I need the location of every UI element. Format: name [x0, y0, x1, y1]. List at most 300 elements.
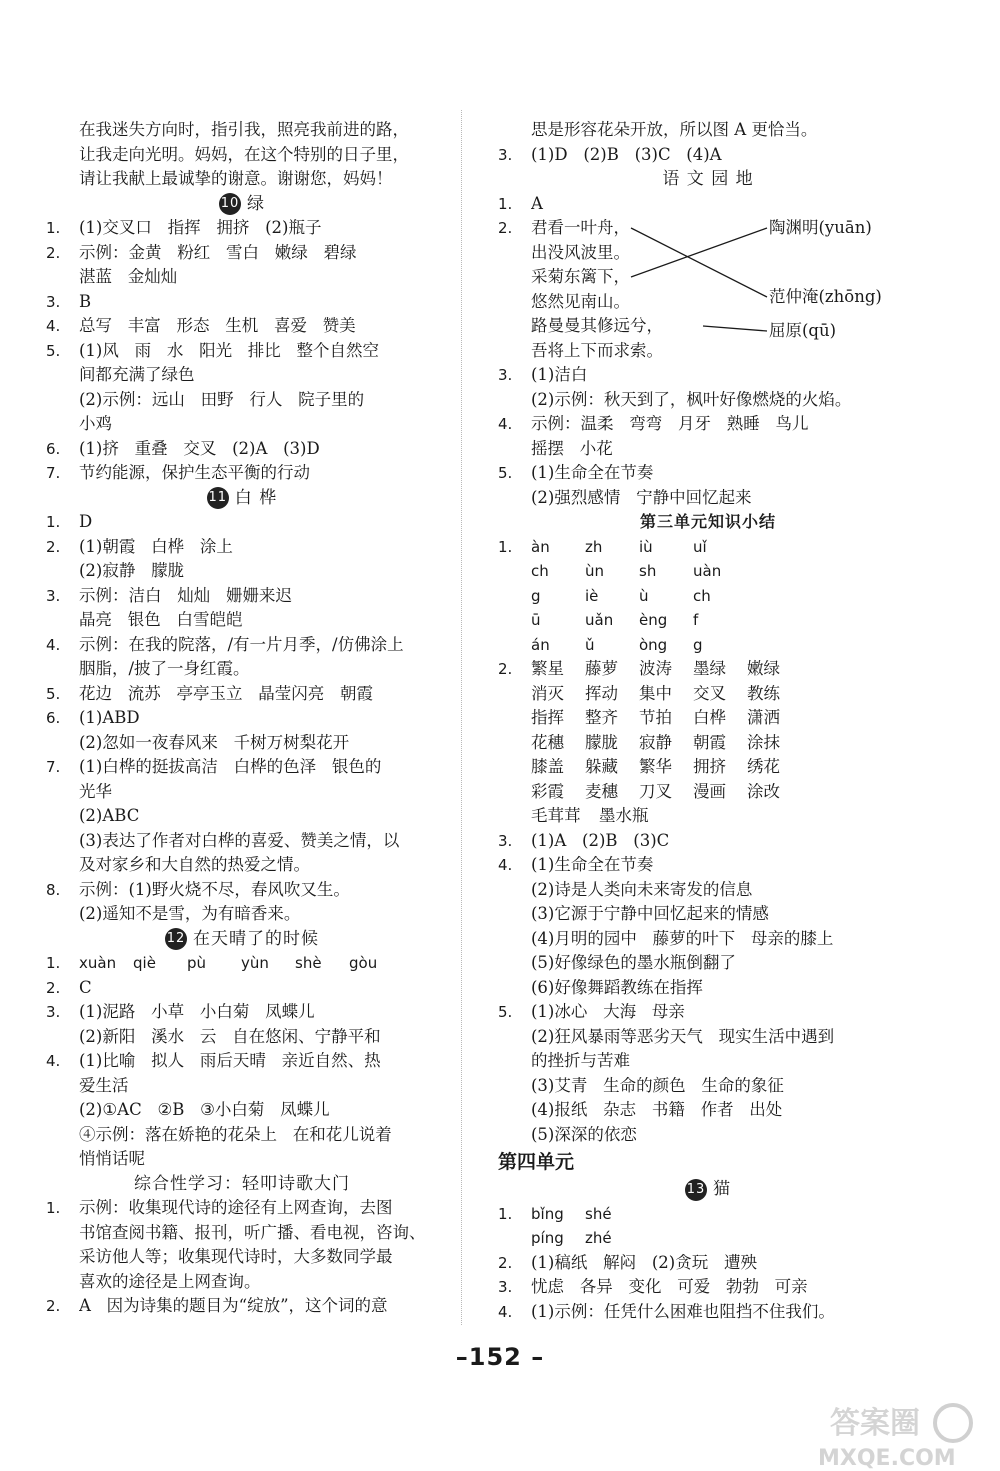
- answer-row: [498, 1123, 918, 1148]
- question-number: [498, 559, 531, 584]
- question-number: [46, 1074, 79, 1099]
- question-number: 7.: [46, 464, 61, 482]
- poem-line: 采菊东篱下，: [531, 267, 630, 286]
- answer-text: 总写 丰富 形态 生机 喜爱 赞美: [79, 316, 356, 335]
- answer-text: A 因为诗集的题目为“绽放”，这个词的意: [79, 1296, 388, 1315]
- poet-name: 屈原(qū): [769, 321, 837, 340]
- answer-row: [498, 927, 918, 952]
- answer-row: [46, 853, 438, 878]
- answer-row: [498, 829, 918, 854]
- question-number: [46, 1245, 79, 1270]
- pinyin-answer-row: [498, 1202, 918, 1227]
- question-number: [46, 853, 79, 878]
- answer-text: (4)月明的园中 藤萝的叶下 母亲的膝上: [531, 928, 834, 948]
- question-number: 1.: [46, 219, 61, 237]
- answer-row: [46, 461, 438, 486]
- answer-text: (4)报纸 杂志 书籍 作者 出处: [531, 1100, 783, 1119]
- question-number: [46, 731, 79, 756]
- question-number: [498, 633, 531, 658]
- answer-row: [46, 437, 438, 462]
- question-number: [46, 608, 79, 633]
- question-number: 4.: [498, 856, 513, 874]
- answer-text: (3)艾青 生命的颜色 生命的象征: [531, 1075, 784, 1095]
- pinyin-answer-row: [498, 584, 918, 609]
- answer-text: (5)好像绿色的墨水瓶倒翻了: [531, 953, 736, 972]
- question-number: 4.: [46, 317, 61, 335]
- pinyin-cell: zhé: [585, 1229, 612, 1247]
- word-cell: 膝盖: [531, 757, 564, 776]
- answer-text: 花边 流苏 亭亭玉立 晶莹闪亮 朝霞: [79, 683, 373, 703]
- pinyin-answer-row: [498, 608, 918, 633]
- word-cell: 涂抹: [747, 732, 780, 752]
- question-number: [498, 437, 531, 462]
- answer-row: [46, 559, 438, 584]
- answer-row: [498, 486, 918, 511]
- pinyin-cell: qiè: [133, 954, 156, 972]
- word-cell: 潇洒: [747, 708, 780, 727]
- pinyin-cell: f: [693, 611, 699, 629]
- question-number: 6.: [46, 709, 61, 727]
- question-number: [46, 780, 79, 805]
- question-number: 8.: [46, 880, 61, 899]
- word-row: [498, 780, 918, 805]
- answer-text: 忧虑 各异 变化 可爱 勃勃 可亲: [531, 1277, 808, 1296]
- answer-row: [498, 143, 918, 168]
- answer-text: (2)忽如一夜春风来 千树万树梨花开: [79, 732, 350, 752]
- answer-row: [46, 1245, 438, 1270]
- column-divider: [461, 110, 462, 1325]
- answer-text: 喜欢的途径是上网查询。: [79, 1271, 261, 1291]
- word-cell: 指挥: [531, 708, 564, 727]
- question-number: 5.: [46, 684, 61, 703]
- answer-text: (5)深深的依恋: [531, 1124, 637, 1144]
- question-number: [498, 804, 531, 829]
- question-number: [498, 682, 531, 707]
- question-number: [498, 927, 531, 952]
- question-number: [46, 902, 79, 927]
- intro-line: [46, 167, 438, 192]
- answer-row: [46, 804, 438, 829]
- answer-text: (2)ABC: [79, 806, 140, 825]
- matching-line: [631, 228, 767, 277]
- lesson-12-heading: [46, 927, 438, 952]
- question-number: 3.: [46, 1003, 61, 1021]
- question-number: [498, 608, 531, 633]
- question-number: [498, 976, 531, 1001]
- question-number: [46, 363, 79, 388]
- question-number: [46, 1147, 79, 1172]
- pinyin-cell: ù: [639, 586, 649, 605]
- answer-row: [498, 1000, 918, 1025]
- answer-text: 摇摆 小花: [531, 438, 613, 458]
- answer-row: [46, 363, 438, 388]
- answer-row: [46, 657, 438, 682]
- pinyin-cell: píng: [531, 1229, 564, 1247]
- lesson-number-badge: 10: [219, 193, 241, 215]
- question-number: 5.: [498, 464, 513, 482]
- question-number: [498, 486, 531, 511]
- answer-row: [46, 290, 438, 315]
- question-number: [498, 1123, 531, 1148]
- poem-line: 君看一叶舟，: [531, 218, 630, 237]
- answer-row: [46, 265, 438, 290]
- word-row: [498, 755, 918, 780]
- question-number: [498, 1226, 531, 1251]
- answer-text: (3)它源于宁静中回忆起来的情感: [531, 904, 769, 923]
- answer-row: [498, 412, 918, 437]
- poem-line: 吾将上下而求索。: [531, 340, 663, 360]
- answer-text: 光华: [79, 781, 112, 801]
- answer-row: [498, 976, 918, 1001]
- question-number: [498, 731, 531, 756]
- question-number: 2.: [498, 660, 513, 678]
- question-number: 3.: [498, 831, 513, 850]
- question-number: 3.: [46, 586, 61, 605]
- word-cell: 藤萝: [585, 659, 618, 678]
- pinyin-cell: sh: [639, 562, 657, 580]
- word-cell: 绣花: [747, 757, 780, 776]
- answer-text: (1)A (2)B (3)C: [531, 830, 670, 850]
- answer-text: 示例：收集现代诗的途径有上网查询，去图: [79, 1198, 393, 1217]
- watermark-circle-icon: [935, 1405, 971, 1441]
- pinyin-cell: g: [531, 586, 541, 605]
- word-cell: 集中: [639, 683, 672, 703]
- matching-area: [531, 216, 918, 363]
- word-row: [498, 657, 918, 682]
- word-cell: 繁华: [639, 757, 672, 776]
- answer-row: [498, 118, 918, 143]
- answer-text: A: [531, 193, 543, 213]
- lesson-title: 语 文 园 地: [662, 169, 754, 189]
- answer-row: [498, 192, 918, 217]
- pinyin-cell: g: [693, 635, 703, 654]
- question-number: [46, 265, 79, 290]
- answer-text: (2)示例：秋天到了，枫叶好像燃烧的火焰。: [531, 389, 852, 409]
- answer-text: (1)泥路 小草 小白菊 凤蝶儿: [79, 1002, 315, 1021]
- lesson-number-badge: 11: [207, 487, 229, 509]
- watermark-logo: [790, 1395, 1000, 1471]
- question-number: [46, 559, 79, 584]
- answer-text: (2)狂风暴雨等恶劣天气 现实生活中遇到: [531, 1026, 835, 1046]
- answer-row: [46, 902, 438, 927]
- answer-text: (1)冰心 大海 母亲: [531, 1002, 685, 1021]
- poem-matching-question: [498, 216, 918, 363]
- answer-text: (1)生命全在节奏: [531, 855, 654, 874]
- question-number: [46, 1221, 79, 1246]
- answer-text: 悄悄话呢: [79, 1149, 145, 1168]
- question-number: 5.: [46, 341, 61, 360]
- answer-text: (1)示例：任凭什么困难也阻挡不住我们。: [531, 1301, 835, 1321]
- question-number: 2.: [46, 243, 61, 262]
- answer-text: (1)洁白: [531, 365, 588, 384]
- answer-row: [498, 878, 918, 903]
- answer-row: [498, 1025, 918, 1050]
- pinyin-cell: yùn: [241, 954, 269, 972]
- answer-text: (1)挤 重叠 交叉 (2)A (3)D: [79, 438, 320, 458]
- pinyin-cell: zh: [585, 537, 603, 556]
- answer-text: (1)白桦的挺拔高洁 白桦的色泽 银色的: [79, 757, 382, 776]
- word-cell: 节拍: [639, 708, 672, 727]
- answer-text: (1)交叉口 指挥 拥挤 (2)瓶子: [79, 218, 322, 237]
- answer-row: [46, 412, 438, 437]
- answer-row: [46, 731, 438, 756]
- question-number: 2.: [498, 1253, 513, 1272]
- question-number: 1.: [46, 954, 61, 972]
- lesson-title: 白 桦: [234, 487, 278, 508]
- word-cell: 涂改: [747, 781, 780, 801]
- answer-row: [46, 535, 438, 560]
- poet-name: 陶渊明(yuān): [769, 218, 872, 237]
- word-cell: 繁星: [531, 659, 564, 678]
- question-number: 2.: [498, 219, 513, 237]
- answer-text: D: [79, 512, 93, 531]
- answer-row: [46, 241, 438, 266]
- word-cell: 毛茸茸: [531, 806, 581, 825]
- word-cell: 花穗: [531, 732, 564, 752]
- answer-row: [46, 706, 438, 731]
- answer-row: [46, 1147, 438, 1172]
- pinyin-cell: ǔ: [585, 635, 595, 654]
- pinyin-cell: xuàn: [79, 954, 117, 972]
- answer-row: [498, 951, 918, 976]
- question-number: 4.: [498, 415, 513, 433]
- answer-row: [498, 388, 918, 413]
- word-row: [498, 682, 918, 707]
- pinyin-cell: bǐng: [531, 1204, 564, 1223]
- left-column: [46, 118, 438, 1319]
- lesson-title: 绿: [247, 193, 265, 214]
- watermark-text: 答案圈: [830, 1406, 920, 1441]
- answer-text: 胭脂，/披了一身红霞。: [79, 659, 250, 678]
- question-number: [498, 1049, 531, 1074]
- lesson-number-badge: 13: [685, 1179, 707, 1201]
- question-number: [46, 1025, 79, 1050]
- answer-row: [46, 829, 438, 854]
- question-number: 1.: [498, 194, 513, 213]
- answer-text: (1)稿纸 解闷 (2)贪玩 遭殃: [531, 1252, 757, 1272]
- answer-text: B: [79, 291, 92, 311]
- answer-row: [46, 216, 438, 241]
- question-number: [498, 1025, 531, 1050]
- answer-row: [498, 363, 918, 388]
- right-column: [498, 118, 918, 1324]
- answer-row: [46, 755, 438, 780]
- answer-row: [498, 1049, 918, 1074]
- answer-row: [498, 461, 918, 486]
- word-cell: 墨水瓶: [599, 806, 649, 825]
- word-cell: 嫩绿: [747, 659, 780, 678]
- poem-line: 悠然见南山。: [531, 291, 630, 311]
- answer-row: [498, 1098, 918, 1123]
- lesson-title: 综合性学习：轻叩诗歌大门: [134, 1173, 350, 1194]
- question-number: 1.: [46, 1199, 61, 1217]
- answer-text: (2)强烈感情 宁静中回忆起来: [531, 487, 752, 507]
- answer-text: (6)好像舞蹈教练在指挥: [531, 977, 703, 997]
- word-cell: 寂静: [639, 732, 672, 752]
- answer-row: [46, 878, 438, 903]
- word-cell: 躲藏: [585, 757, 618, 776]
- answer-row: [46, 633, 438, 658]
- question-number: 4.: [498, 1302, 513, 1321]
- answer-row: [498, 437, 918, 462]
- answer-text: (2)寂静 朦胧: [79, 561, 185, 580]
- answer-text: 示例：(1)野火烧不尽，春风吹又生。: [79, 879, 350, 899]
- answer-text: 及对家乡和大自然的热爱之情。: [79, 855, 310, 874]
- intro-line: [46, 118, 438, 143]
- pinyin-answer-row: [46, 951, 438, 976]
- answer-row: [46, 388, 438, 413]
- question-number: 4.: [46, 1052, 61, 1070]
- word-cell: 朦胧: [585, 732, 618, 752]
- pinyin-cell: uàn: [693, 562, 722, 580]
- answer-text: 示例：金黄 粉红 雪白 嫩绿 碧绿: [79, 242, 357, 262]
- word-cell: 彩霞: [531, 781, 564, 801]
- integrated-learning-heading: [46, 1172, 438, 1197]
- answer-row: [498, 1300, 918, 1325]
- answer-text: C: [79, 977, 92, 997]
- word-cell: 刀叉: [639, 781, 672, 801]
- answer-text: (1)D (2)B (3)C (4)A: [531, 144, 722, 164]
- question-number: [498, 902, 531, 927]
- lesson-11-heading: [46, 486, 438, 511]
- question-number: 5.: [498, 1003, 513, 1021]
- answer-row: [46, 1098, 438, 1123]
- pinyin-cell: ū: [531, 611, 541, 629]
- matching-line: [703, 326, 767, 331]
- question-number: 3.: [498, 145, 513, 164]
- answer-row: [46, 510, 438, 535]
- question-number: [498, 878, 531, 903]
- pinyin-answer-row: [498, 559, 918, 584]
- question-number: [46, 1270, 79, 1295]
- watermark-url: MXQE.COM: [818, 1446, 956, 1471]
- answer-row: [46, 1221, 438, 1246]
- question-number: 2.: [46, 1297, 61, 1315]
- lesson-number-badge: 12: [165, 928, 187, 950]
- word-cell: 交叉: [693, 683, 726, 703]
- question-number: [498, 118, 531, 143]
- answer-text: 湛蓝 金灿灿: [79, 267, 178, 286]
- word-cell: 朝霞: [693, 732, 726, 752]
- question-number: [498, 1074, 531, 1099]
- pinyin-cell: ch: [693, 586, 711, 605]
- question-number: [46, 657, 79, 682]
- answer-row: [46, 1049, 438, 1074]
- pinyin-cell: gòu: [349, 954, 378, 972]
- intro-text: 在我迷失方向时，指引我，照亮我前进的路，: [79, 120, 409, 139]
- question-number: 4.: [46, 635, 61, 654]
- unit-4-title: 第四单元: [498, 1151, 575, 1173]
- pinyin-cell: pù: [187, 954, 207, 972]
- answer-row: [46, 682, 438, 707]
- intro-line: [46, 143, 438, 168]
- word-cell: 麦穗: [585, 781, 618, 801]
- answer-row: [46, 584, 438, 609]
- word-row: [498, 706, 918, 731]
- lesson-title: 在天晴了的时候: [193, 928, 319, 949]
- question-number: [46, 829, 79, 854]
- answer-row: [46, 1196, 438, 1221]
- answer-row: [498, 1275, 918, 1300]
- answer-row: [46, 1025, 438, 1050]
- answer-text: 采访他人等；收集现代诗时，大多数同学最: [79, 1247, 393, 1266]
- answer-text: 书馆查阅书籍、报刊，听广播、看电视，咨询、: [79, 1222, 426, 1242]
- pinyin-cell: uǐ: [693, 537, 707, 556]
- question-number: 3.: [46, 292, 61, 311]
- pinyin-cell: án: [531, 635, 550, 654]
- question-number: [498, 1098, 531, 1123]
- pinyin-cell: iù: [639, 537, 653, 556]
- word-cell: 白桦: [693, 708, 726, 727]
- answer-text: (1)比喻 拟人 雨后天晴 亲近自然、热: [79, 1051, 381, 1070]
- matching-lines: [531, 216, 771, 363]
- pinyin-cell: shè: [295, 954, 322, 972]
- answer-text: (1)ABD: [79, 708, 140, 727]
- pinyin-cell: shé: [585, 1204, 612, 1223]
- pinyin-answer-row: [498, 633, 918, 658]
- answer-text: ④示例：落在娇艳的花朵上 在和花儿说着: [79, 1124, 392, 1144]
- answer-row: [46, 976, 438, 1001]
- question-number: 2.: [46, 978, 61, 997]
- question-number: 1.: [498, 537, 513, 556]
- question-number: 3.: [498, 366, 513, 384]
- question-number: [46, 1098, 79, 1123]
- answer-text: (1)风 雨 水 阳光 排比 整个自然空: [79, 340, 380, 360]
- intro-text: 请让我献上最诚挚的谢意。谢谢您，妈妈！: [79, 169, 393, 188]
- answer-row: [46, 1000, 438, 1025]
- answer-row: [498, 853, 918, 878]
- answer-row: [46, 780, 438, 805]
- answer-text: 示例：温柔 弯弯 月牙 熟睡 鸟儿: [531, 414, 809, 433]
- pinyin-cell: iè: [585, 586, 599, 605]
- question-number: [498, 706, 531, 731]
- lesson-title: 猫: [713, 1179, 731, 1199]
- answer-row: [46, 1294, 438, 1319]
- answer-row: [498, 1074, 918, 1099]
- answer-text: (2)示例：远山 田野 行人 院子里的: [79, 389, 365, 409]
- pinyin-cell: ùn: [585, 562, 605, 580]
- answer-text: (2)新阳 溪水 云 自在悠闲、宁静平和: [79, 1026, 381, 1046]
- page-number: –152 –: [455, 1343, 545, 1371]
- question-number: 6.: [46, 439, 61, 458]
- word-row: [498, 731, 918, 756]
- pinyin-cell: uǎn: [585, 611, 614, 629]
- lesson-13-heading: [498, 1177, 918, 1202]
- question-number: [498, 951, 531, 976]
- question-number: 3.: [498, 1278, 513, 1296]
- answer-text: (1)朝霞 白桦 涂上: [79, 536, 233, 556]
- word-cell: 教练: [747, 683, 780, 703]
- answer-text: (1)生命全在节奏: [531, 463, 654, 482]
- matching-line: [631, 228, 767, 297]
- answer-text: (2)遥知不是雪，为有暗香来。: [79, 904, 301, 923]
- answer-text: (2)诗是人类向未来寄发的信息: [531, 879, 753, 899]
- answer-text: (2)①AC ②B ③小白菊 凤蝶儿: [79, 1100, 330, 1119]
- intro-text: 让我走向光明。妈妈，在这个特别的日子里，: [79, 144, 409, 164]
- answer-row: [498, 902, 918, 927]
- word-cell: 挥动: [585, 683, 618, 703]
- word-cell: 消灭: [531, 683, 564, 703]
- question-number: 1.: [498, 1204, 513, 1223]
- answer-text: 小鸡: [79, 414, 112, 433]
- answer-row: [46, 339, 438, 364]
- answer-text: 的挫折与苦难: [531, 1051, 630, 1070]
- answer-row: [46, 608, 438, 633]
- unit-3-summary-heading: 第三单元知识小结: [639, 512, 776, 531]
- answer-text: (3)表达了作者对白桦的喜爱、赞美之情，以: [79, 830, 400, 850]
- word-cell: 整齐: [585, 708, 618, 727]
- pinyin-cell: òng: [639, 635, 668, 654]
